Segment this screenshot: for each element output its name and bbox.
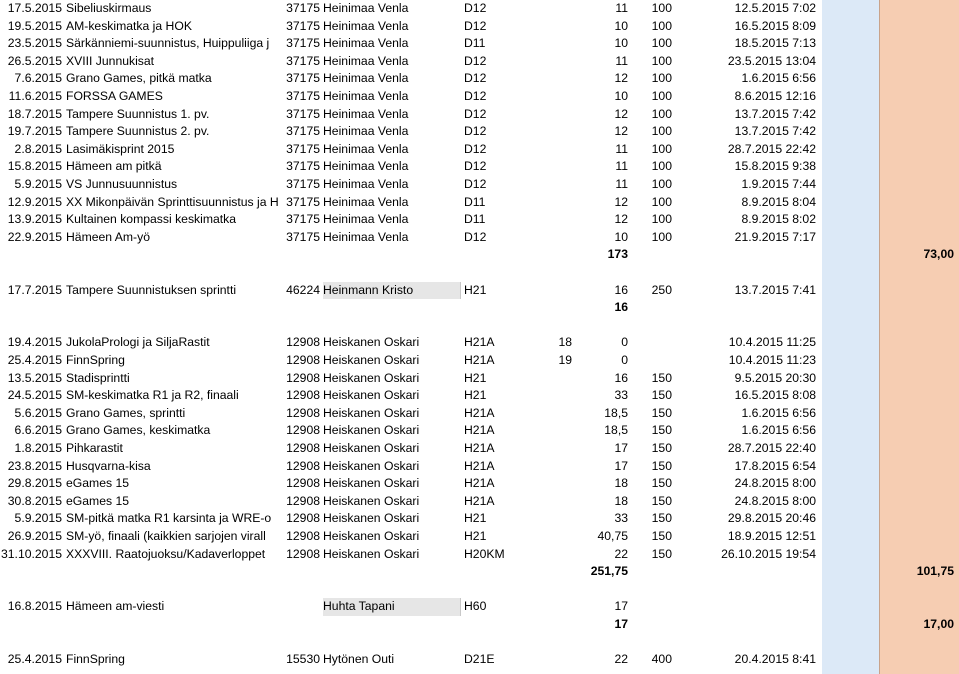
timestamp-cell[interactable]: 1.6.2015 6:56 (741, 71, 816, 86)
timestamp-cell[interactable]: 20.4.2015 8:41 (734, 652, 816, 667)
points-cell[interactable]: 12 (614, 212, 628, 227)
points-cell[interactable]: 18,5 (604, 423, 628, 438)
table-row (0, 70, 959, 88)
event-cell[interactable]: Särkänniemi-suunnistus, Huippuliiga j (66, 36, 270, 51)
table-row (0, 211, 959, 229)
points-subtotal-cell[interactable]: 16 (614, 300, 628, 315)
id-cell[interactable]: 12908 (286, 353, 320, 367)
name-cell[interactable]: Heiskanen Oskari (323, 388, 420, 403)
points-cell[interactable]: 18 (614, 476, 628, 491)
table-row (0, 546, 959, 564)
id-cell[interactable]: 46224 (286, 282, 320, 297)
table-row (0, 493, 959, 511)
points-cell[interactable]: 11 (615, 177, 628, 191)
class-cell[interactable]: H21A (464, 405, 495, 420)
date-cell[interactable]: 13.5.2015 (7, 370, 62, 385)
name-cell[interactable]: Heiskanen Oskari (323, 423, 420, 438)
timestamp-cell[interactable]: 10.4.2015 11:23 (728, 353, 816, 367)
date-cell[interactable]: 26.5.2015 (7, 53, 62, 68)
class-cell[interactable]: D12 (464, 1, 487, 15)
timestamp-cell[interactable]: 26.10.2015 19:54 (721, 546, 816, 561)
class-cell[interactable]: D12 (464, 53, 487, 68)
name-cell[interactable]: Heinimaa Venla (323, 18, 409, 33)
timestamp-cell[interactable]: 17.8.2015 6:54 (734, 458, 816, 473)
timestamp-cell[interactable]: 1.9.2015 7:44 (741, 177, 816, 191)
class-cell[interactable]: H21A (464, 335, 495, 350)
table-row (0, 651, 959, 669)
fee-cell[interactable]: 100 (651, 212, 672, 227)
class-cell[interactable]: D11 (464, 36, 486, 51)
name-cell[interactable]: Heinimaa Venla (323, 159, 409, 174)
date-cell[interactable]: 24.5.2015 (7, 388, 62, 403)
fee-cell[interactable]: 150 (651, 405, 672, 420)
timestamp-cell[interactable]: 16.5.2015 8:08 (734, 388, 816, 403)
event-cell[interactable]: Hämeen am pitkä (66, 159, 162, 174)
class-cell[interactable]: D12 (464, 18, 487, 33)
fee-cell[interactable]: 150 (651, 546, 672, 561)
class-cell[interactable]: D12 (464, 141, 487, 156)
event-cell[interactable]: Tampere Suunnistus 2. pv. (66, 124, 210, 139)
id-cell[interactable]: 12908 (286, 441, 320, 455)
class-cell[interactable]: H20KM (464, 546, 505, 561)
date-cell[interactable]: 30.8.2015 (7, 493, 62, 508)
date-cell[interactable]: 17.5.2015 (7, 1, 62, 15)
id-cell[interactable]: 37175 (286, 18, 320, 33)
table-row (0, 598, 959, 616)
points-cell[interactable]: 17 (614, 599, 628, 614)
table-row (0, 141, 959, 159)
event-cell[interactable]: FORSSA GAMES (66, 89, 163, 103)
class-cell[interactable]: H21 (464, 370, 487, 385)
fee-cell[interactable]: 100 (651, 229, 672, 244)
date-cell[interactable]: 25.4.2015 (7, 652, 62, 667)
event-cell[interactable]: FinnSpring (66, 652, 125, 667)
event-cell[interactable]: XXXVIII. Raatojuoksu/Kadaverloppet (66, 546, 266, 561)
rank-cell[interactable]: 18 (558, 335, 572, 350)
rank-cell[interactable]: 19 (558, 353, 572, 367)
points-cell[interactable]: 18,5 (604, 405, 628, 420)
class-cell[interactable]: D12 (464, 124, 487, 139)
subtotal-row (0, 246, 959, 264)
class-cell[interactable]: D21E (464, 652, 495, 667)
event-cell[interactable]: Sibeliuskirmaus (66, 1, 152, 15)
points-cell[interactable]: 11 (615, 159, 628, 174)
timestamp-cell[interactable]: 13.7.2015 7:42 (734, 106, 816, 121)
points-cell[interactable]: 12 (614, 106, 628, 121)
points-cell[interactable]: 11 (615, 1, 628, 15)
event-cell[interactable]: SM-keskimatka R1 ja R2, finaali (66, 388, 239, 403)
timestamp-cell[interactable]: 8.6.2015 12:16 (734, 89, 816, 103)
fee-cell[interactable]: 100 (651, 159, 672, 174)
fee-cell[interactable]: 150 (651, 441, 672, 455)
date-cell[interactable]: 23.8.2015 (7, 458, 62, 473)
blank-row (0, 634, 959, 652)
table-row (0, 370, 959, 388)
timestamp-cell[interactable]: 21.9.2015 7:17 (734, 229, 816, 244)
class-cell[interactable]: D12 (464, 106, 487, 121)
fee-cell[interactable]: 150 (651, 370, 672, 385)
name-cell[interactable]: Heiskanen Oskari (323, 493, 420, 508)
name-cell[interactable]: Heinimaa Venla (323, 89, 409, 103)
points-cell[interactable]: 12 (614, 124, 628, 139)
name-cell[interactable]: Heiskanen Oskari (323, 353, 420, 367)
date-cell[interactable]: 18.7.2015 (7, 106, 62, 121)
event-cell[interactable]: XX Mikonpäivän Sprinttisuunnistus ja H (66, 194, 279, 209)
subtotal-row (0, 563, 959, 581)
table-row (0, 334, 959, 352)
points-cell[interactable]: 33 (614, 511, 628, 526)
date-cell[interactable]: 17.7.2015 (7, 282, 62, 297)
event-cell[interactable]: AM-keskimatka ja HOK (66, 18, 192, 33)
class-cell[interactable]: H60 (464, 599, 487, 614)
name-cell[interactable]: Heinimaa Venla (323, 124, 409, 139)
table-row (0, 35, 959, 53)
id-cell[interactable]: 12908 (286, 511, 320, 526)
id-cell[interactable]: 37175 (286, 212, 320, 227)
event-cell[interactable]: Husqvarna-kisa (66, 458, 151, 473)
table-row (0, 387, 959, 405)
points-cell[interactable]: 11 (615, 141, 628, 156)
event-cell[interactable]: Lasimäkisprint 2015 (66, 141, 175, 156)
points-cell[interactable]: 12 (614, 71, 628, 86)
fee-cell[interactable]: 100 (651, 106, 672, 121)
class-cell[interactable]: D12 (464, 229, 487, 244)
id-cell[interactable]: 37175 (286, 106, 320, 121)
table-row (0, 0, 959, 18)
class-cell[interactable]: H21A (464, 458, 495, 473)
date-cell[interactable]: 22.9.2015 (7, 229, 62, 244)
points-cell[interactable]: 16 (614, 282, 628, 297)
points-cell[interactable]: 10 (614, 229, 628, 244)
timestamp-cell[interactable]: 18.9.2015 12:51 (727, 529, 816, 543)
id-cell[interactable]: 12908 (286, 335, 320, 350)
class-cell[interactable]: D12 (464, 177, 487, 191)
timestamp-cell[interactable]: 29.8.2015 20:46 (727, 511, 816, 526)
name-cell[interactable]: Heinimaa Venla (323, 229, 409, 244)
event-cell[interactable]: Grano Games, sprintti (66, 405, 186, 420)
name-cell[interactable]: Heinimaa Venla (323, 212, 409, 227)
points-cell[interactable]: 22 (614, 546, 628, 561)
date-cell[interactable]: 5.6.2015 (14, 405, 62, 420)
points-cell[interactable]: 17 (614, 458, 628, 473)
table-row (0, 405, 959, 423)
event-cell[interactable]: JukolaPrologi ja SiljaRastit (66, 335, 210, 350)
timestamp-cell[interactable]: 8.9.2015 8:02 (741, 212, 816, 227)
id-cell[interactable]: 15530 (286, 652, 320, 667)
name-cell[interactable]: Hytönen Outi (323, 652, 395, 667)
table-row (0, 88, 959, 106)
id-cell[interactable]: 12908 (286, 405, 320, 420)
name-cell[interactable]: Heinimaa Venla (323, 71, 409, 86)
fee-cell[interactable]: 100 (651, 177, 672, 191)
table-row (0, 53, 959, 71)
fee-cell[interactable]: 400 (651, 652, 672, 667)
table-row (0, 352, 959, 370)
event-cell[interactable]: Grano Games, keskimatka (66, 423, 211, 438)
fee-cell[interactable]: 150 (651, 476, 672, 491)
table-row (0, 422, 959, 440)
class-cell[interactable]: H21 (464, 529, 487, 543)
class-cell[interactable]: H21A (464, 441, 495, 455)
date-cell[interactable]: 15.8.2015 (7, 159, 62, 174)
table-row (0, 458, 959, 476)
fee-cell[interactable]: 100 (651, 18, 672, 33)
event-cell[interactable]: VS Junnusuunnistus (66, 177, 178, 191)
blank-row (0, 264, 959, 282)
fee-cell[interactable]: 250 (651, 282, 672, 297)
event-cell[interactable]: SM-yö, finaali (kaikkien sarjojen virall (66, 529, 266, 543)
name-cell[interactable]: Heiskanen Oskari (323, 441, 420, 455)
fee-cell[interactable]: 100 (651, 124, 672, 139)
class-cell[interactable]: H21A (464, 476, 495, 491)
table-row (0, 176, 959, 194)
fee-cell[interactable]: 150 (651, 388, 672, 403)
date-cell[interactable]: 2.8.2015 (14, 141, 62, 156)
points-cell[interactable]: 16 (614, 370, 628, 385)
table-row (0, 158, 959, 176)
fee-cell[interactable]: 150 (651, 423, 672, 438)
class-cell[interactable]: D11 (464, 212, 486, 227)
timestamp-cell[interactable]: 13.7.2015 7:41 (734, 282, 816, 297)
id-cell[interactable]: 12908 (286, 423, 320, 438)
fee-cell[interactable]: 150 (651, 493, 672, 508)
name-cell[interactable]: Huhta Tapani (323, 598, 461, 616)
event-cell[interactable]: Tampere Suunnistus 1. pv. (66, 106, 210, 121)
event-cell[interactable]: Hämeen Am-yö (66, 229, 150, 244)
points-cell[interactable]: 10 (614, 36, 628, 51)
event-cell[interactable]: eGames 15 (66, 493, 130, 508)
class-cell[interactable]: H21A (464, 353, 495, 367)
points-cell[interactable]: 10 (614, 18, 628, 33)
date-cell[interactable]: 19.7.2015 (7, 124, 62, 139)
points-cell[interactable]: 22 (614, 652, 628, 667)
name-cell[interactable]: Heiskanen Oskari (323, 370, 420, 385)
timestamp-cell[interactable]: 28.7.2015 22:40 (727, 441, 816, 455)
name-cell[interactable]: Heinimaa Venla (323, 53, 409, 68)
timestamp-cell[interactable]: 28.7.2015 22:42 (727, 141, 816, 156)
name-cell[interactable]: Heiskanen Oskari (323, 458, 420, 473)
timestamp-cell[interactable]: 1.6.2015 6:56 (741, 405, 816, 420)
date-cell[interactable]: 5.9.2015 (14, 511, 62, 526)
table-row (0, 440, 959, 458)
fee-cell[interactable]: 100 (651, 1, 672, 15)
fee-cell[interactable]: 100 (651, 71, 672, 86)
name-cell[interactable]: Heinimaa Venla (323, 194, 409, 209)
id-cell[interactable]: 12908 (286, 370, 320, 385)
amount-total-cell[interactable]: 101,75 (916, 564, 954, 579)
points-cell[interactable]: 0 (621, 353, 628, 367)
timestamp-cell[interactable]: 8.9.2015 8:04 (741, 194, 816, 209)
points-cell[interactable]: 11 (615, 53, 628, 68)
event-cell[interactable]: Pihkarastit (66, 441, 123, 455)
name-cell[interactable]: Heinimaa Venla (323, 36, 409, 51)
points-cell[interactable]: 17 (614, 441, 628, 455)
table-row (0, 510, 959, 528)
subtotal-row (0, 299, 959, 317)
class-cell[interactable]: H21 (464, 511, 487, 526)
blank-row (0, 581, 959, 599)
id-cell[interactable]: 37175 (286, 124, 320, 139)
fee-cell[interactable]: 100 (651, 53, 672, 68)
points-subtotal-cell[interactable]: 173 (607, 247, 628, 262)
points-cell[interactable]: 18 (614, 493, 628, 508)
name-cell[interactable]: Heiskanen Oskari (323, 335, 420, 350)
class-cell[interactable]: H21A (464, 493, 495, 508)
id-cell[interactable]: 12908 (286, 476, 320, 491)
points-cell[interactable]: 12 (614, 194, 628, 209)
timestamp-cell[interactable]: 16.5.2015 8:09 (734, 18, 816, 33)
event-cell[interactable]: Tampere Suunnistuksen sprintti (66, 282, 237, 297)
timestamp-cell[interactable]: 15.8.2015 9:38 (734, 159, 816, 174)
table-row (0, 106, 959, 124)
table-row (0, 194, 959, 212)
class-cell[interactable]: H21 (464, 282, 487, 297)
date-cell[interactable]: 16.8.2015 (7, 599, 62, 614)
name-cell[interactable]: Heiskanen Oskari (323, 546, 420, 561)
table-row (0, 475, 959, 493)
fee-cell[interactable]: 100 (651, 36, 672, 51)
class-cell[interactable]: D12 (464, 89, 487, 103)
id-cell[interactable]: 12908 (286, 458, 320, 473)
table-row (0, 123, 959, 141)
date-cell[interactable]: 11.6.2015 (8, 89, 62, 103)
name-cell[interactable]: Heiskanen Oskari (323, 476, 420, 491)
id-cell[interactable]: 37175 (286, 159, 320, 174)
timestamp-cell[interactable]: 1.6.2015 6:56 (741, 423, 816, 438)
timestamp-cell[interactable]: 13.7.2015 7:42 (734, 124, 816, 139)
points-subtotal-cell[interactable]: 251,75 (590, 564, 628, 579)
id-cell[interactable]: 37175 (286, 89, 320, 103)
fee-cell[interactable]: 100 (651, 141, 672, 156)
date-cell[interactable]: 5.9.2015 (14, 177, 62, 191)
event-cell[interactable]: Kultainen kompassi keskimatka (66, 212, 237, 227)
id-cell[interactable]: 37175 (286, 53, 320, 68)
fee-cell[interactable]: 150 (651, 511, 672, 526)
id-cell[interactable]: 37175 (286, 141, 320, 156)
class-cell[interactable]: D12 (464, 159, 487, 174)
event-cell[interactable]: Grano Games, pitkä matka (66, 71, 212, 86)
name-cell[interactable]: Heinimaa Venla (323, 141, 409, 156)
points-subtotal-cell[interactable]: 17 (614, 617, 628, 631)
date-cell[interactable]: 25.4.2015 (7, 353, 62, 367)
points-cell[interactable]: 33 (614, 388, 628, 403)
id-cell[interactable]: 37175 (286, 229, 320, 244)
table-row (0, 229, 959, 247)
date-cell[interactable]: 29.8.2015 (7, 476, 62, 491)
table-row (0, 282, 959, 300)
date-cell[interactable]: 19.5.2015 (7, 18, 62, 33)
name-cell[interactable]: Heinimaa Venla (323, 1, 409, 15)
class-cell[interactable]: H21A (464, 423, 495, 438)
id-cell[interactable]: 37175 (286, 71, 320, 86)
event-cell[interactable]: SM-pitkä matka R1 karsinta ja WRE-o (66, 511, 272, 526)
event-cell[interactable]: Hämeen am-viesti (66, 599, 165, 614)
fee-cell[interactable]: 150 (651, 458, 672, 473)
name-cell[interactable]: Heiskanen Oskari (323, 511, 420, 526)
subtotal-row (0, 616, 959, 634)
id-cell[interactable]: 37175 (286, 1, 320, 15)
date-cell[interactable]: 12.9.2015 (7, 194, 62, 209)
timestamp-cell[interactable]: 9.5.2015 20:30 (734, 370, 816, 385)
table-row (0, 528, 959, 546)
fee-cell[interactable]: 100 (651, 194, 672, 209)
date-cell[interactable]: 1.8.2015 (14, 441, 62, 455)
id-cell[interactable]: 37175 (286, 177, 320, 191)
id-cell[interactable]: 12908 (286, 388, 320, 403)
date-cell[interactable]: 31.10.2015 (1, 546, 62, 561)
id-cell[interactable]: 12908 (286, 529, 320, 543)
id-cell[interactable]: 37175 (286, 194, 320, 209)
name-cell[interactable]: Heinimaa Venla (323, 106, 409, 121)
fee-cell[interactable]: 100 (651, 89, 672, 103)
timestamp-cell[interactable]: 12.5.2015 7:02 (734, 1, 816, 15)
date-cell[interactable]: 6.6.2015 (14, 423, 62, 438)
id-cell[interactable]: 12908 (286, 546, 320, 561)
id-cell[interactable]: 37175 (286, 36, 320, 51)
class-cell[interactable]: D12 (464, 71, 487, 86)
id-cell[interactable]: 12908 (286, 493, 320, 508)
timestamp-cell[interactable]: 10.4.2015 11:25 (728, 335, 816, 350)
timestamp-cell[interactable]: 18.5.2015 7:13 (734, 36, 816, 51)
class-cell[interactable]: H21 (464, 388, 487, 403)
date-cell[interactable]: 13.9.2015 (7, 212, 62, 227)
date-cell[interactable]: 7.6.2015 (14, 71, 62, 86)
name-cell[interactable]: Heinmann Kristo (323, 282, 461, 300)
amount-total-cell[interactable]: 73,00 (923, 247, 954, 262)
blank-row (0, 317, 959, 335)
table-row (0, 18, 959, 36)
points-cell[interactable]: 10 (614, 89, 628, 103)
timestamp-cell[interactable]: 24.8.2015 8:00 (734, 493, 816, 508)
event-cell[interactable]: FinnSpring (66, 353, 125, 367)
amount-total-cell[interactable]: 17,00 (923, 617, 954, 631)
name-cell[interactable]: Heinimaa Venla (323, 177, 409, 191)
name-cell[interactable]: Heiskanen Oskari (323, 405, 420, 420)
date-cell[interactable]: 19.4.2015 (7, 335, 62, 350)
date-cell[interactable]: 23.5.2015 (7, 36, 62, 51)
points-cell[interactable]: 40,75 (597, 529, 628, 543)
class-cell[interactable]: D11 (464, 194, 486, 209)
timestamp-cell[interactable]: 24.8.2015 8:00 (734, 476, 816, 491)
fee-cell[interactable]: 150 (651, 529, 672, 543)
event-cell[interactable]: eGames 15 (66, 476, 130, 491)
event-cell[interactable]: Stadisprintti (66, 370, 130, 385)
date-cell[interactable]: 26.9.2015 (7, 529, 62, 543)
name-cell[interactable]: Heiskanen Oskari (323, 529, 420, 543)
timestamp-cell[interactable]: 23.5.2015 13:04 (727, 53, 816, 68)
event-cell[interactable]: XVIII Junnukisat (66, 53, 155, 68)
points-cell[interactable]: 0 (621, 335, 628, 350)
